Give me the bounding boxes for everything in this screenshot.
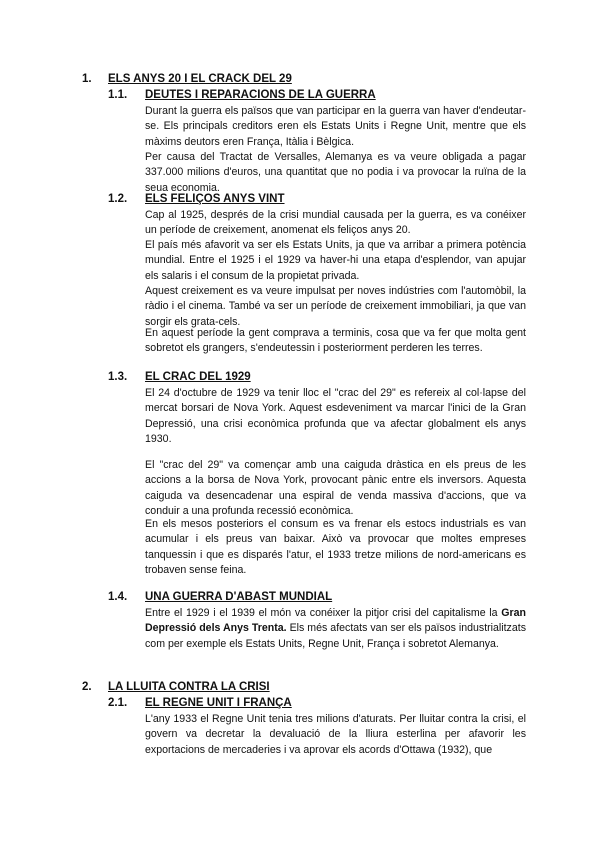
section-heading-2 <box>82 680 270 694</box>
subsection-heading-1-4 <box>108 590 332 604</box>
subsection-title: ELS FELIÇOS ANYS VINT <box>145 193 285 205</box>
paragraph: El 24 d'octubre de 1929 va tenir lloc el "crac del 29" es refereix al col·lapse del mercat borsari de Nova York. Aquest esdeveniment va marcar l'inici de la Gran Depressió, una crisi econòmica profunda que va afectar globalment els anys 1930. <box>145 387 526 445</box>
section-title: ELS ANYS 20 I EL CRACK DEL 29 <box>108 73 292 85</box>
paragraph: Per causa del Tractat de Versalles, Alemanya es va veure obligada a pagar 337.000 milions d'euros, una quantitat que no podia i va provocar la ruïna de la seua economia. <box>145 151 526 194</box>
paragraph: Aquest creixement es va veure impulsat per noves indústries com l'automòbil, la ràdio i el cinema. També va ser un període de creixement immobiliari, ja que van sorgir els grata-cels. <box>145 285 526 328</box>
paragraph-bold-text: Gran Depressió dels Anys Trenta. <box>145 607 526 635</box>
section-number: 1. <box>82 73 92 85</box>
paragraph: En aquest període la gent comprava a terminis, cosa que va fer que molta gent sobretot els grangers, s'endeutessin i posteriorment perderen les terres. <box>145 327 526 355</box>
subsection-title: DEUTES I REPARACIONS DE LA GUERRA <box>145 89 376 101</box>
subsection-heading-1-3 <box>108 370 251 384</box>
subsection-title: EL CRAC DEL 1929 <box>145 371 251 383</box>
section-heading-1 <box>82 72 292 86</box>
subsection-number: 1.4. <box>108 591 128 603</box>
paragraph: El "crac del 29" va començar amb una caiguda dràstica en els preus de les accions a la borsa de Nova York, provocant pànic entre els inversors. Aquesta caiguda va desencadenar una espiral de venda massiva d'accions, que va conduir a una profunda recessió econòmica. <box>145 459 526 517</box>
subsection-title: EL REGNE UNIT I FRANÇA <box>145 697 292 709</box>
subsection-number: 2.1. <box>108 697 128 709</box>
subsection-number: 1.2. <box>108 193 128 205</box>
subsection-number: 1.1. <box>108 89 128 101</box>
paragraph: Cap al 1925, després de la crisi mundial causada per la guerra, es va conéixer un període de creixement, anomenat els feliços anys 20. <box>145 209 526 237</box>
section-number: 2. <box>82 681 92 693</box>
paragraph: En els mesos posteriors el consum es va frenar els estocs industrials es van acumular i els preus van baixar. Això va provocar que moltes empreses tanquessin i que es disparés l'atur, el 1933 tretze milions de nord-americans es trobaven sense feina. <box>145 518 526 576</box>
subsection-title: UNA GUERRA D'ABAST MUNDIAL <box>145 591 333 603</box>
paragraph: Durant la guerra els països que van participar en la guerra van haver d'endeutar-se. Els principals creditors eren els Estats Units i Regne Unit, mentre que els màxims deutors eren França, Itàlia i Bèlgica. <box>145 105 526 148</box>
paragraph: L'any 1933 el Regne Unit tenia tres milions d'aturats. Per lluitar contra la crisi, el govern va decretar la devaluació de la lliura esterlina per afavorir les exportacions de mercaderies i va aprovar els acords d'Ottawa (1932), que <box>145 713 526 756</box>
paragraph <box>145 606 526 652</box>
subsection-heading-1-2 <box>108 192 285 206</box>
paragraph-text: Els més afectats van ser els països industrialitzats com per exemple els Estats Units, Regne Unit, França i sobretot Alemanya. <box>145 622 526 650</box>
subsection-heading-2-1 <box>108 696 292 710</box>
subsection-number: 1.3. <box>108 371 128 383</box>
paragraph: El país més afavorit va ser els Estats Units, ja que va arribar a primera potència mundial. Entre el 1925 i el 1929 va haver-hi una etapa d'esplendor, van apujar els salaris i el consum de la propietat privada. <box>145 239 526 282</box>
section-title: LA LLUITA CONTRA LA CRISI <box>108 681 270 693</box>
subsection-heading-1-1 <box>108 88 376 102</box>
paragraph-text: Entre el 1929 i el 1939 el món va conéixer la pitjor crisi del capitalisme la <box>145 607 502 619</box>
